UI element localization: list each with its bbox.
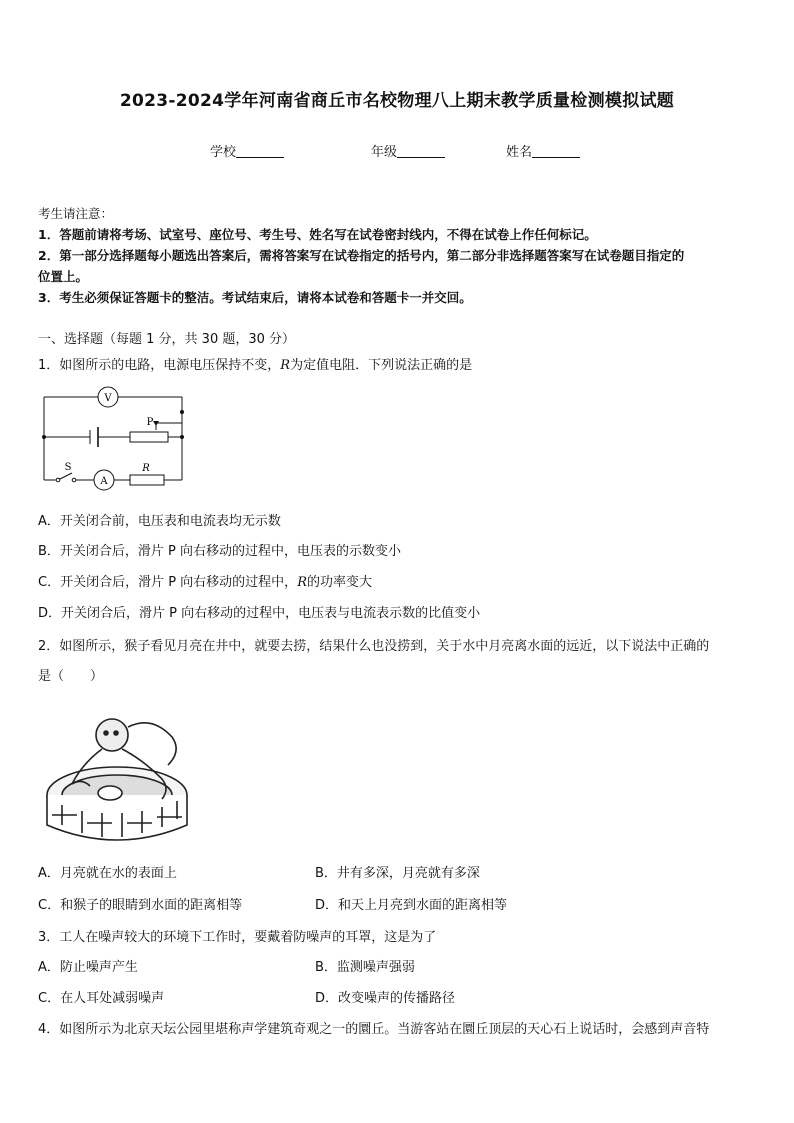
q2-option-d[interactable]: D．和天上月亮到水面的距离相等	[315, 898, 508, 913]
q2-option-a[interactable]: A．月亮就在水的表面上	[38, 866, 177, 881]
circuit-diagram	[38, 385, 188, 495]
notice-heading: 考生请注意：	[38, 206, 114, 221]
question-3-stem: 3．工人在噪声较大的环境下工作时，要戴着防噪声的耳罩，这是为了	[38, 930, 437, 945]
q3-option-a[interactable]: A．防止噪声产生	[38, 960, 138, 975]
question-2-stem-line1: 2．如图所示，猴子看见月亮在井中，就要去捞，结果什么也没捞到，关于水中月亮离水面的远近，以下说法中正确的	[38, 639, 710, 654]
q3-option-b[interactable]: B．监测噪声强弱	[315, 960, 415, 975]
q1-option-d[interactable]: D．开关闭合后，滑片 P 向右移动的过程中，电压表与电流表示数的比值变小	[38, 606, 481, 621]
q2-option-c[interactable]: C．和猴子的眼睛到水面的距离相等	[38, 898, 243, 913]
q3-option-d[interactable]: D．改变噪声的传播路径	[315, 991, 456, 1006]
q3-option-c[interactable]: C．在人耳处减弱噪声	[38, 991, 165, 1006]
name-field[interactable]: 姓名	[506, 141, 580, 160]
grade-field[interactable]: 年级	[371, 141, 445, 160]
voltmeter-label: V	[104, 393, 112, 404]
notice-item: 2．第一部分选择题每小题选出答案后，需将答案写在试卷指定的括号内，第二部分非选择题答案写在试卷题目指定的	[38, 248, 685, 263]
notice-item: 1．答题前请将考场、试室号、座位号、考生号、姓名写在试卷密封线内，不得在试卷上作任何标记。	[38, 227, 597, 242]
exam-notice	[38, 203, 758, 308]
q1-option-c[interactable]: C．开关闭合后，滑片 P 向右移动的过程中，R的功率变大	[38, 575, 372, 590]
school-field[interactable]: 学校	[210, 141, 284, 160]
ammeter-label: A	[100, 476, 108, 487]
switch-label: S	[64, 462, 72, 473]
monkey-well-illustration	[42, 705, 200, 847]
document-title: 2023-2024学年河南省商丘市名校物理八上期末教学质量检测模拟试题	[119, 91, 675, 111]
resistor-label: R	[142, 463, 150, 474]
question-4-stem: 4．如图所示为北京天坛公园里堪称声学建筑奇观之一的圜丘。当游客站在圜丘顶层的天心石上说话时，会感到声音特	[38, 1022, 710, 1037]
notice-item: 位置上。	[38, 269, 89, 284]
question-2-stem-line2: 是（ ）	[38, 669, 104, 684]
q1-option-b[interactable]: B．开关闭合后，滑片 P 向右移动的过程中，电压表的示数变小	[38, 544, 402, 559]
question-1-stem: 1．如图所示的电路，电源电压保持不变，R为定值电阻．下列说法正确的是	[38, 358, 473, 373]
q2-option-b[interactable]: B．井有多深，月亮就有多深	[315, 866, 480, 881]
slider-label: P	[146, 417, 154, 428]
section-heading: 一、选择题（每题 1 分，共 30 题，30 分）	[38, 332, 296, 347]
notice-item: 3．考生必须保证答题卡的整洁。考试结束后，请将本试卷和答题卡一并交回。	[38, 290, 472, 305]
q1-option-a[interactable]: A．开关闭合前，电压表和电流表均无示数	[38, 514, 281, 529]
